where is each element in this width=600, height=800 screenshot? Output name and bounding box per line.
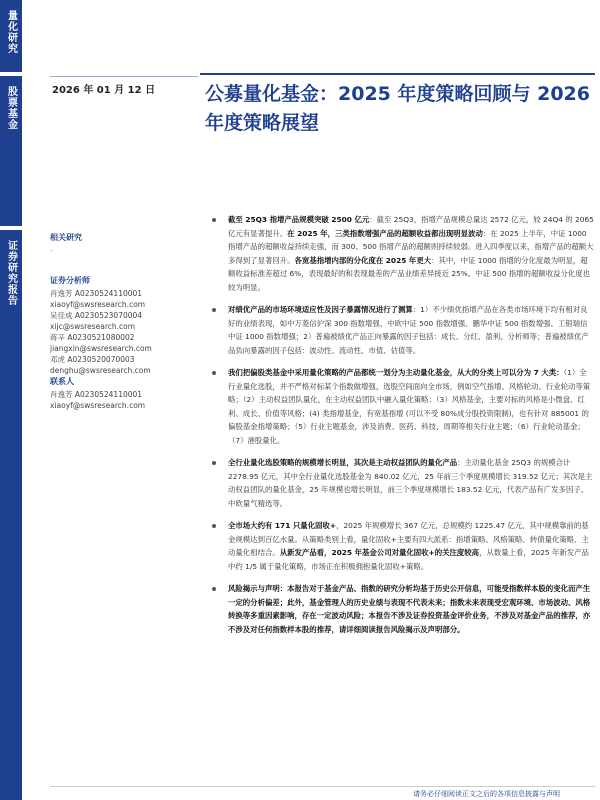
para-text: ：其中，中证 1000 指增的分化度最为明显，超额收益标准差超过 6%，表现最好的和表现最差的产品业绩差异接近 25%。中证 500 指增的超额收益分化度也较为明显。 [228, 255, 591, 292]
summary-body [208, 213, 594, 645]
analyst-name: 邓虎 A0230520070003 [50, 355, 135, 364]
title-divider [200, 73, 595, 75]
side-block-quant [0, 0, 22, 72]
bullet-icon [212, 461, 216, 465]
bullet-icon [212, 218, 216, 222]
contact-name: 肖逸芳 A0230524110001 [50, 390, 143, 399]
bullet-icon [212, 371, 216, 375]
para-text: ：主动量化基金 25Q3 的规模合计 2278.95 亿元，其中全行业量化选股基金为 840.02 亿元，25 年前三个季度规模增长 319.52 亿元；其次是主动权益团队的量化基金，25 年规模也增长明显，前三个季度规模增长 183.52 亿元，代表产品有广发多因子、中欧量气精选等。 [228, 458, 593, 508]
para-highlight: 从新发产品看，2025 年基金公司对量化固收+的关注度较高 [279, 548, 480, 557]
side-block-report-label: 证券研究报告 [5, 240, 17, 306]
para-highlight: 全市场大约有 171 只量化固收+ [228, 521, 337, 530]
footer-divider [50, 786, 595, 787]
left-column [50, 232, 200, 411]
side-block-report [0, 230, 22, 800]
para-text: ：1）不少绩优指增产品在各类市场环境下均有相对良好的业绩表现，如中万菱信沪深 300 指数增强、中欧中证 500 指数增强、鹏华中证 500 指数增强、工银瑞信中证 1000 指数增强；2）普遍被绩优产品正向暴露的因子包括：成长、分红、盈利、分析师等；普遍被绩优产品负向暴露的因子包括：波动性、流动性、市值、估值等。 [228, 305, 589, 355]
risk-disclosure [208, 582, 594, 636]
summary-paragraph [208, 213, 594, 294]
summary-paragraph [208, 366, 594, 447]
para-text: ：在 2025 上半年，中证 1000 指增产品的超额收益持续走强，而 300、500 指增产品的超额则持续较弱。进入四季度以来，指增产品的超额大多得到了显著回升。 [228, 228, 594, 265]
para-text: ，2025 年规模增长 367 亿元，总规模约 1225.47 亿元，其中规模靠前的基金规模达到百亿水量。从策略类别上看，量化固收+主要有四大派系：指增策略、风格策略、转债量化策略、主动量化相结合。 [228, 521, 589, 557]
summary-paragraph [208, 456, 594, 510]
date-divider [50, 76, 198, 77]
para-highlight: 在 2025 年，三类指数增强产品的超额收益都出现明显波动 [287, 228, 483, 238]
side-block-stock-fund-label: 股票基金 [5, 86, 17, 130]
para-highlight: 我们把偏股类基金中采用量化策略的产品都统一划分为主动量化基金，从大的分类上可以分为 7 大类： [228, 368, 564, 377]
para-text: ，从数量上看，2025 年新发产品中约 1/5 属于量化策略，市场正在积极拥抱量化固收+策略。 [228, 548, 589, 571]
bullet-icon [212, 524, 216, 528]
analyst-email[interactable]: xiaoyf@swsresearch.com [50, 300, 146, 309]
para-text: （1）全行业量化选股，并不严格对标某个指数做增强，选股空间面向全市场，例如空气指增、风格轮动、行业轮动等策略；（2）主动权益团队量化，在主动权益团队中融入量化策略；（3）风格基金，主要对标的风格是小微盘、红利、成长、价值等风格；(4) 类指增基金，有宽基指增 (可以不受 80%成分股投资限制)，也有针对 885001 的偏股基金指增策略；（5）行业主题基金，涉及消费、医药、科技、周期等相关行业主题；（6）行业轮动基金；（7）港股量化。 [228, 368, 591, 445]
contact-title: 联系人 [50, 377, 74, 386]
footer-disclaimer: 请务必仔细阅读正文之后的各项信息披露与声明 [413, 790, 560, 798]
para-highlight: 全行业量化选股策略的规模增长明显，其次是主动权益团队的量化产品 [228, 458, 458, 467]
bullet-icon [212, 308, 216, 312]
bullet-icon [212, 587, 216, 591]
analyst-email[interactable]: xijc@swsresearch.com [50, 322, 136, 331]
summary-paragraph [208, 303, 594, 357]
side-block-quant-label: 量化研究 [5, 10, 17, 54]
related-research-item[interactable]: - [50, 246, 53, 255]
analyst-email[interactable]: jiangxin@swsresearch.com [50, 344, 152, 353]
para-highlight: 风险揭示与声明：本报告对于基金产品、指数的研究分析均基于历史公开信息，可能受指数样本股的变化而产生一定的分析偏差；此外，基金管理人的历史业绩与表现不代表未来；指数未来表现受宏观环境、市场波动、风格转换等多重因素影响，存在一定波动风险；本报告不涉及证券投资基金评价业务，不涉及对基金产品的推荐，亦不涉及对任何指数样本股的推荐，请详细阅读报告风险揭示及声明部分。 [228, 584, 591, 634]
contact-email[interactable]: xiaoyf@swsresearch.com [50, 401, 146, 410]
page-title: 公募量化基金：2025 年度策略回顾与 2026 年度策略展望 [205, 83, 590, 134]
analyst-title: 证券分析师 [50, 276, 90, 285]
para-highlight: 截至 25Q3 指增产品规模突破 2500 亿元 [228, 215, 370, 224]
para-highlight: 对绩优产品的市场环境适应性及因子暴露情况进行了测算 [228, 305, 413, 314]
analyst-name: 吴佳成 A0230523070004 [50, 311, 143, 320]
report-date: 2026 年 01 月 12 日 [52, 85, 156, 96]
analyst-name: 蒋辛 A0230521080002 [50, 333, 135, 342]
summary-paragraph [208, 519, 594, 573]
para-highlight: 各宽基指增内部的分化度在 2025 年更大 [294, 255, 432, 265]
side-block-stock-fund [0, 76, 22, 226]
para-text: ：截至 25Q3，指增产品规模总量达 2572 亿元，较 24Q4 的 2065 亿元有显著提升。 [228, 215, 594, 238]
related-research-title: 相关研究 [50, 233, 82, 242]
analyst-name: 肖逸芳 A0230524110001 [50, 289, 143, 298]
analyst-email[interactable]: denghu@swsresearch.com [50, 366, 151, 375]
